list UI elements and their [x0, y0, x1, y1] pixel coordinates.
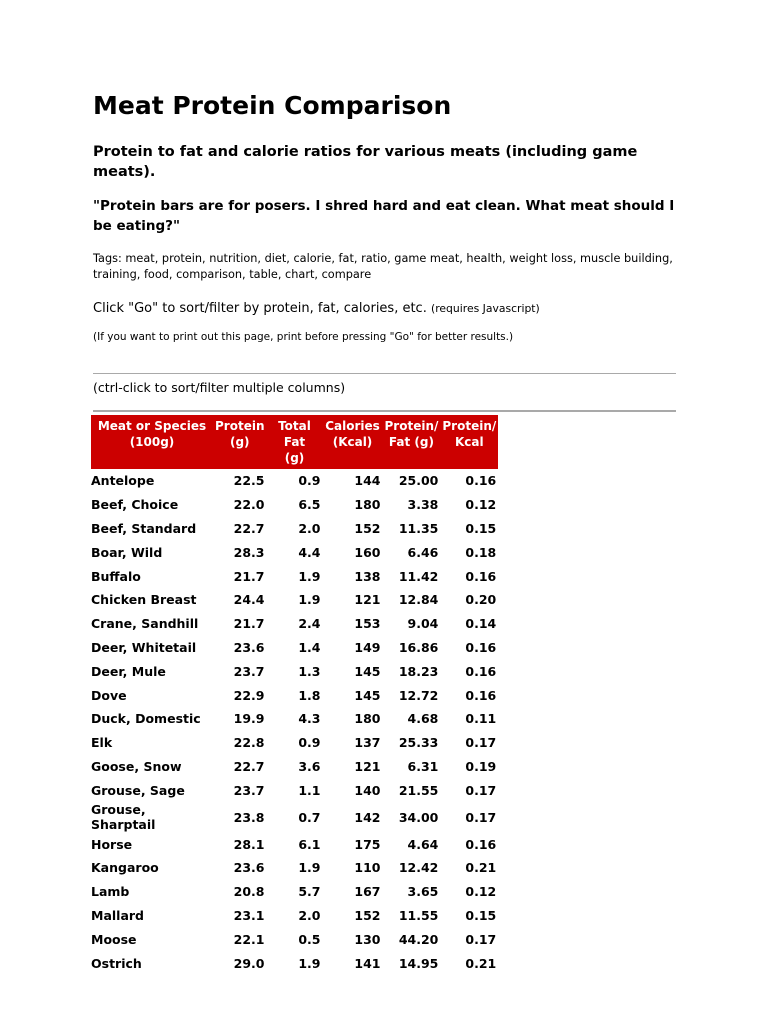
column-header-line: (Kcal) [332, 435, 373, 449]
column-header-0[interactable] [91, 415, 213, 469]
value-cell: 0.15 [465, 520, 497, 536]
value-cell: 0.16 [465, 473, 497, 489]
column-header-line: Calories [325, 419, 380, 433]
column-header-line: Kcal [455, 435, 484, 449]
table-row [91, 517, 498, 541]
value-cell: 3.65 [407, 884, 439, 900]
table-row [91, 927, 498, 951]
value-cell: 0.12 [465, 497, 497, 513]
value-cell: 0.18 [465, 544, 497, 560]
column-header-line: Protein/ [442, 419, 497, 433]
meat-name-cell: Buffalo [91, 568, 141, 584]
table-row [91, 802, 498, 832]
value-cell: 6.1 [298, 836, 321, 852]
value-cell: 19.9 [233, 711, 265, 727]
value-cell: 138 [354, 568, 381, 584]
value-cell: 11.42 [398, 568, 439, 584]
table-row [91, 588, 498, 612]
column-header-4[interactable] [383, 415, 441, 469]
value-cell: 1.9 [298, 568, 321, 584]
value-cell: 9.04 [407, 616, 439, 632]
column-header-line: Meat or Species [97, 419, 207, 433]
divider-top [93, 373, 676, 374]
value-cell: 24.4 [233, 592, 265, 608]
table-row [91, 659, 498, 683]
value-cell: 0.16 [465, 687, 497, 703]
value-cell: 152 [354, 907, 381, 923]
table-row [91, 755, 498, 779]
value-cell: 22.1 [233, 931, 265, 947]
table-body [91, 469, 498, 975]
value-cell: 121 [354, 592, 381, 608]
value-cell: 175 [354, 836, 381, 852]
meat-name-cell: Chicken Breast [91, 592, 197, 608]
column-header-3[interactable] [323, 415, 383, 469]
value-cell: 1.1 [298, 782, 321, 798]
column-header-line: Protein [215, 419, 265, 433]
meat-name-cell: Boar, Wild [91, 544, 163, 560]
meat-name-cell: Duck, Domestic [91, 711, 201, 727]
value-cell: 110 [354, 860, 381, 876]
value-cell: 18.23 [398, 663, 439, 679]
value-cell: 130 [354, 931, 381, 947]
value-cell: 6.5 [298, 497, 321, 513]
value-cell: 121 [354, 758, 381, 774]
value-cell: 1.9 [298, 955, 321, 971]
table-row [91, 564, 498, 588]
value-cell: 12.72 [398, 687, 439, 703]
value-cell: 0.21 [465, 955, 497, 971]
column-header-2[interactable] [267, 415, 323, 469]
value-cell: 21.7 [233, 616, 265, 632]
table-row [91, 636, 498, 660]
value-cell: 0.14 [465, 616, 497, 632]
value-cell: 140 [354, 782, 381, 798]
value-cell: 141 [354, 955, 381, 971]
meat-name-cell: Lamb [91, 884, 130, 900]
sort-instruction-note: (requires Javascript) [430, 302, 540, 315]
value-cell: 145 [354, 663, 381, 679]
value-cell: 137 [354, 735, 381, 751]
subtitle: Protein to fat and calorie ratios for various meats (including game meats). [93, 144, 638, 180]
column-header-line: Fat (g) [388, 435, 434, 449]
value-cell: 0.17 [465, 809, 497, 825]
value-cell: 21.7 [233, 568, 265, 584]
column-header-line: Total Fat [278, 419, 311, 449]
value-cell: 23.7 [233, 782, 265, 798]
value-cell: 152 [354, 520, 381, 536]
table-row [91, 493, 498, 517]
meat-name-cell: Ostrich [91, 955, 142, 971]
sort-instruction-text: Click "Go" to sort/filter by protein, fat, calories, etc. [93, 301, 427, 316]
meat-protein-table [91, 415, 498, 975]
value-cell: 160 [354, 544, 381, 560]
value-cell: 0.16 [465, 568, 497, 584]
value-cell: 14.95 [398, 955, 439, 971]
value-cell: 25.00 [398, 473, 439, 489]
value-cell: 22.8 [233, 735, 265, 751]
meat-name-cell: Deer, Whitetail [91, 639, 197, 655]
column-header-line: (g) [284, 451, 305, 465]
value-cell: 12.42 [398, 860, 439, 876]
value-cell: 23.8 [233, 809, 265, 825]
table-row [91, 832, 498, 856]
value-cell: 12.84 [398, 592, 439, 608]
value-cell: 23.6 [233, 860, 265, 876]
value-cell: 0.9 [298, 473, 321, 489]
table-row [91, 540, 498, 564]
column-header-1[interactable] [213, 415, 267, 469]
value-cell: 4.64 [407, 836, 439, 852]
value-cell: 22.7 [233, 758, 265, 774]
value-cell: 11.35 [398, 520, 439, 536]
value-cell: 0.9 [298, 735, 321, 751]
table-row [91, 707, 498, 731]
meat-name-cell: Deer, Mule [91, 663, 166, 679]
meat-name-cell: Kangaroo [91, 860, 159, 876]
meat-name-cell: Grouse, Sharptail [91, 802, 156, 833]
column-header-line: Protein/ [384, 419, 439, 433]
value-cell: 0.16 [465, 663, 497, 679]
table-row [91, 951, 498, 975]
value-cell: 23.1 [233, 907, 265, 923]
column-header-5[interactable] [440, 415, 498, 469]
table-row [91, 469, 498, 493]
value-cell: 142 [354, 809, 381, 825]
value-cell: 2.0 [298, 907, 321, 923]
value-cell: 0.15 [465, 907, 497, 923]
meat-name-cell: Beef, Choice [91, 497, 179, 513]
meat-name-cell: Crane, Sandhill [91, 616, 199, 632]
value-cell: 180 [354, 711, 381, 727]
value-cell: 28.3 [233, 544, 265, 560]
table-header [91, 415, 498, 469]
value-cell: 153 [354, 616, 381, 632]
table-row [91, 880, 498, 904]
meat-name-cell: Antelope [91, 473, 155, 489]
value-cell: 1.8 [298, 687, 321, 703]
value-cell: 11.55 [398, 907, 439, 923]
column-header-line: (g) [229, 435, 250, 449]
value-cell: 3.6 [298, 758, 321, 774]
table-row [91, 612, 498, 636]
value-cell: 22.5 [233, 473, 265, 489]
value-cell: 3.38 [407, 497, 439, 513]
meat-name-cell: Mallard [91, 907, 144, 923]
value-cell: 22.7 [233, 520, 265, 536]
column-header-line: (100g) [129, 435, 175, 449]
value-cell: 0.17 [465, 735, 497, 751]
value-cell: 6.46 [407, 544, 439, 560]
value-cell: 0.11 [465, 711, 497, 727]
value-cell: 4.68 [407, 711, 439, 727]
table-row [91, 731, 498, 755]
table-row [91, 856, 498, 880]
value-cell: 145 [354, 687, 381, 703]
value-cell: 1.3 [298, 663, 321, 679]
document-page [93, 90, 683, 975]
value-cell: 167 [354, 884, 381, 900]
table-row [91, 904, 498, 928]
value-cell: 4.4 [298, 544, 321, 560]
value-cell: 2.0 [298, 520, 321, 536]
value-cell: 180 [354, 497, 381, 513]
value-cell: 144 [354, 473, 381, 489]
value-cell: 4.3 [298, 711, 321, 727]
value-cell: 16.86 [398, 639, 439, 655]
value-cell: 0.16 [465, 836, 497, 852]
value-cell: 0.7 [298, 809, 321, 825]
value-cell: 0.16 [465, 639, 497, 655]
value-cell: 0.20 [465, 592, 497, 608]
page-title: Meat Protein Comparison [93, 91, 452, 120]
sort-instruction [93, 299, 683, 319]
tags-line: Tags: meat, protein, nutrition, diet, calorie, fat, ratio, game meat, health, weight loss, muscle building, training, food, comparison, table, chart, compare [93, 252, 673, 281]
value-cell: 20.8 [233, 884, 265, 900]
value-cell: 0.17 [465, 782, 497, 798]
meat-name-cell: Horse [91, 836, 133, 852]
value-cell: 23.6 [233, 639, 265, 655]
print-note: (If you want to print out this page, print before pressing "Go" for better results.) [93, 331, 514, 343]
meat-name-cell: Beef, Standard [91, 520, 197, 536]
meat-name-cell: Grouse, Sage [91, 782, 185, 798]
value-cell: 44.20 [398, 931, 439, 947]
divider-bottom [93, 410, 676, 412]
meat-name-cell: Dove [91, 687, 127, 703]
meat-name-cell: Elk [91, 735, 113, 751]
quote: "Protein bars are for posers. I shred hard and eat clean. What meat should I be eating?" [93, 198, 675, 234]
table-row [91, 683, 498, 707]
meat-name-cell: Goose, Snow [91, 758, 182, 774]
value-cell: 5.7 [298, 884, 321, 900]
value-cell: 0.12 [465, 884, 497, 900]
table-row [91, 778, 498, 802]
value-cell: 1.9 [298, 860, 321, 876]
value-cell: 2.4 [298, 616, 321, 632]
value-cell: 149 [354, 639, 381, 655]
value-cell: 28.1 [233, 836, 265, 852]
value-cell: 34.00 [398, 809, 439, 825]
value-cell: 29.0 [233, 955, 265, 971]
value-cell: 0.21 [465, 860, 497, 876]
value-cell: 21.55 [398, 782, 439, 798]
value-cell: 0.5 [298, 931, 321, 947]
value-cell: 1.9 [298, 592, 321, 608]
table-header-row [91, 415, 498, 469]
value-cell: 1.4 [298, 639, 321, 655]
value-cell: 22.9 [233, 687, 265, 703]
ctrl-click-note: (ctrl-click to sort/filter multiple columns) [93, 380, 346, 395]
value-cell: 23.7 [233, 663, 265, 679]
meat-name-cell: Moose [91, 931, 137, 947]
value-cell: 0.19 [465, 758, 497, 774]
value-cell: 0.17 [465, 931, 497, 947]
value-cell: 22.0 [233, 497, 265, 513]
value-cell: 25.33 [398, 735, 439, 751]
value-cell: 6.31 [407, 758, 439, 774]
